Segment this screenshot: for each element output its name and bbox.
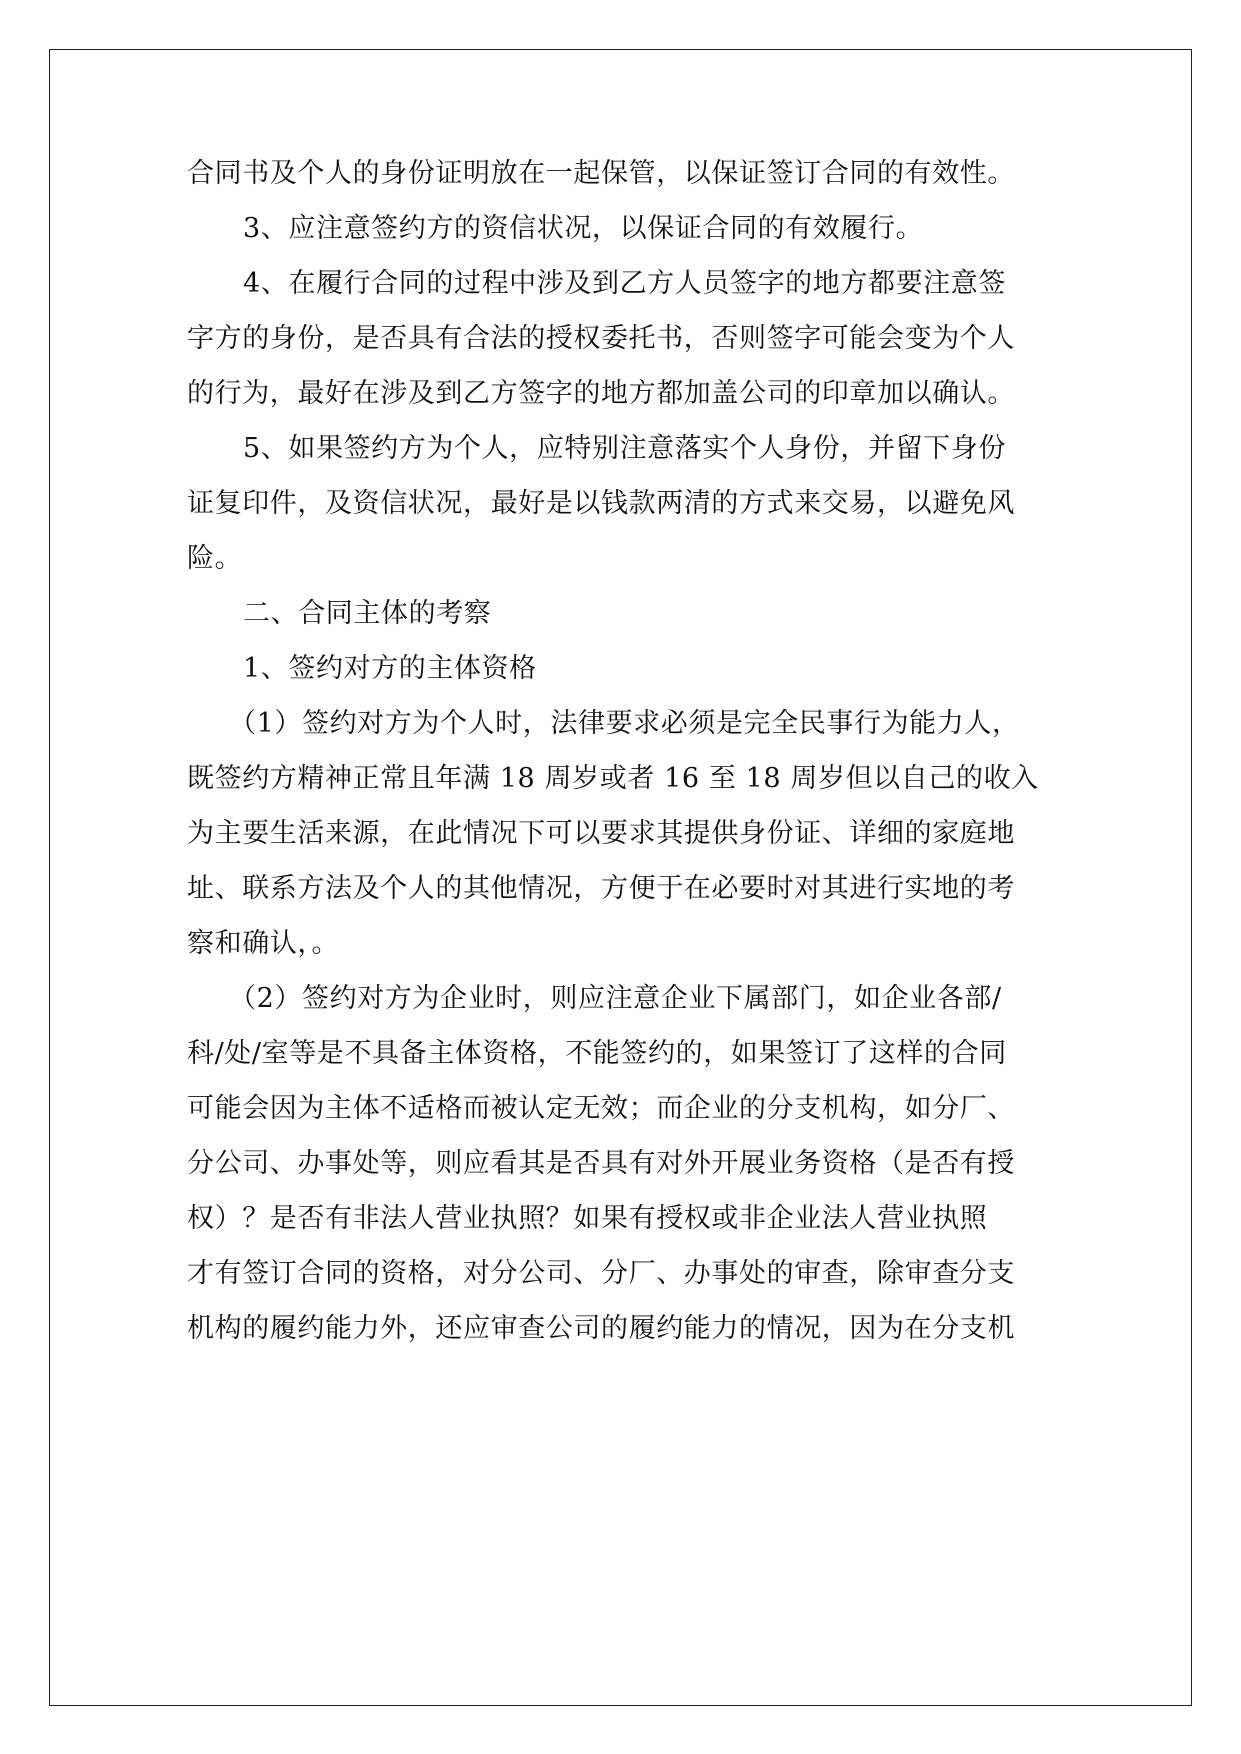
- text-line: 才有签订合同的资格，对分公司、分厂、办事处的审查，除审查分支: [187, 1258, 1015, 1289]
- text-line: 4、在履行合同的过程中涉及到乙方人员签字的地方都要注意签: [243, 268, 1006, 299]
- text-line: （2）签约对方为企业时，则应注意企业下属部门，如企业各部/: [229, 983, 1002, 1014]
- text-line: 3、应注意签约方的资信状况，以保证合同的有效履行。: [243, 213, 924, 244]
- text-line: 5、如果签约方为个人，应特别注意落实个人身份，并留下身份: [243, 433, 1006, 464]
- text-line: 权）？是否有非法人营业执照？如果有授权或非企业法人营业执照: [187, 1203, 988, 1234]
- text-line: 机构的履约能力外，还应审查公司的履约能力的情况，因为在分支机: [187, 1313, 1015, 1344]
- text-line: 为主要生活来源，在此情况下可以要求其提供身份证、详细的家庭地: [187, 818, 1015, 849]
- text-line: 察和确认，。: [187, 928, 340, 959]
- text-line: 合同书及个人的身份证明放在一起保管，以保证签订合同的有效性。: [187, 158, 1015, 189]
- text-line: 的行为，最好在涉及到乙方签字的地方都加盖公司的印章加以确认。: [187, 378, 1015, 409]
- text-line: 址、联系方法及个人的其他情况，方便于在必要时对其进行实地的考: [187, 873, 1015, 904]
- text-line: 可能会因为主体不适格而被认定无效；而企业的分支机构，如分厂、: [187, 1093, 1015, 1124]
- text-line: 证复印件，及资信状况，最好是以钱款两清的方式来交易，以避免风: [187, 488, 1015, 519]
- text-line: 字方的身份，是否具有合法的授权委托书，否则签字可能会变为个人: [187, 323, 1015, 354]
- section-heading: 二、合同主体的考察: [243, 598, 492, 629]
- text-line: （1）签约对方为个人时，法律要求必须是完全民事行为能力人，: [229, 708, 1020, 739]
- subsection-heading: 1、签约对方的主体资格: [243, 653, 537, 684]
- text-line: 科/处/室等是不具备主体资格，不能签约的，如果签订了这样的合同: [187, 1038, 1007, 1069]
- text-line: 既签约方精神正常且年满 18 周岁或者 16 至 18 周岁但以自己的收入: [187, 763, 1039, 794]
- text-line: 险。: [187, 543, 243, 574]
- text-line: 分公司、办事处等，则应看其是否具有对外开展业务资格（是否有授: [187, 1148, 1015, 1179]
